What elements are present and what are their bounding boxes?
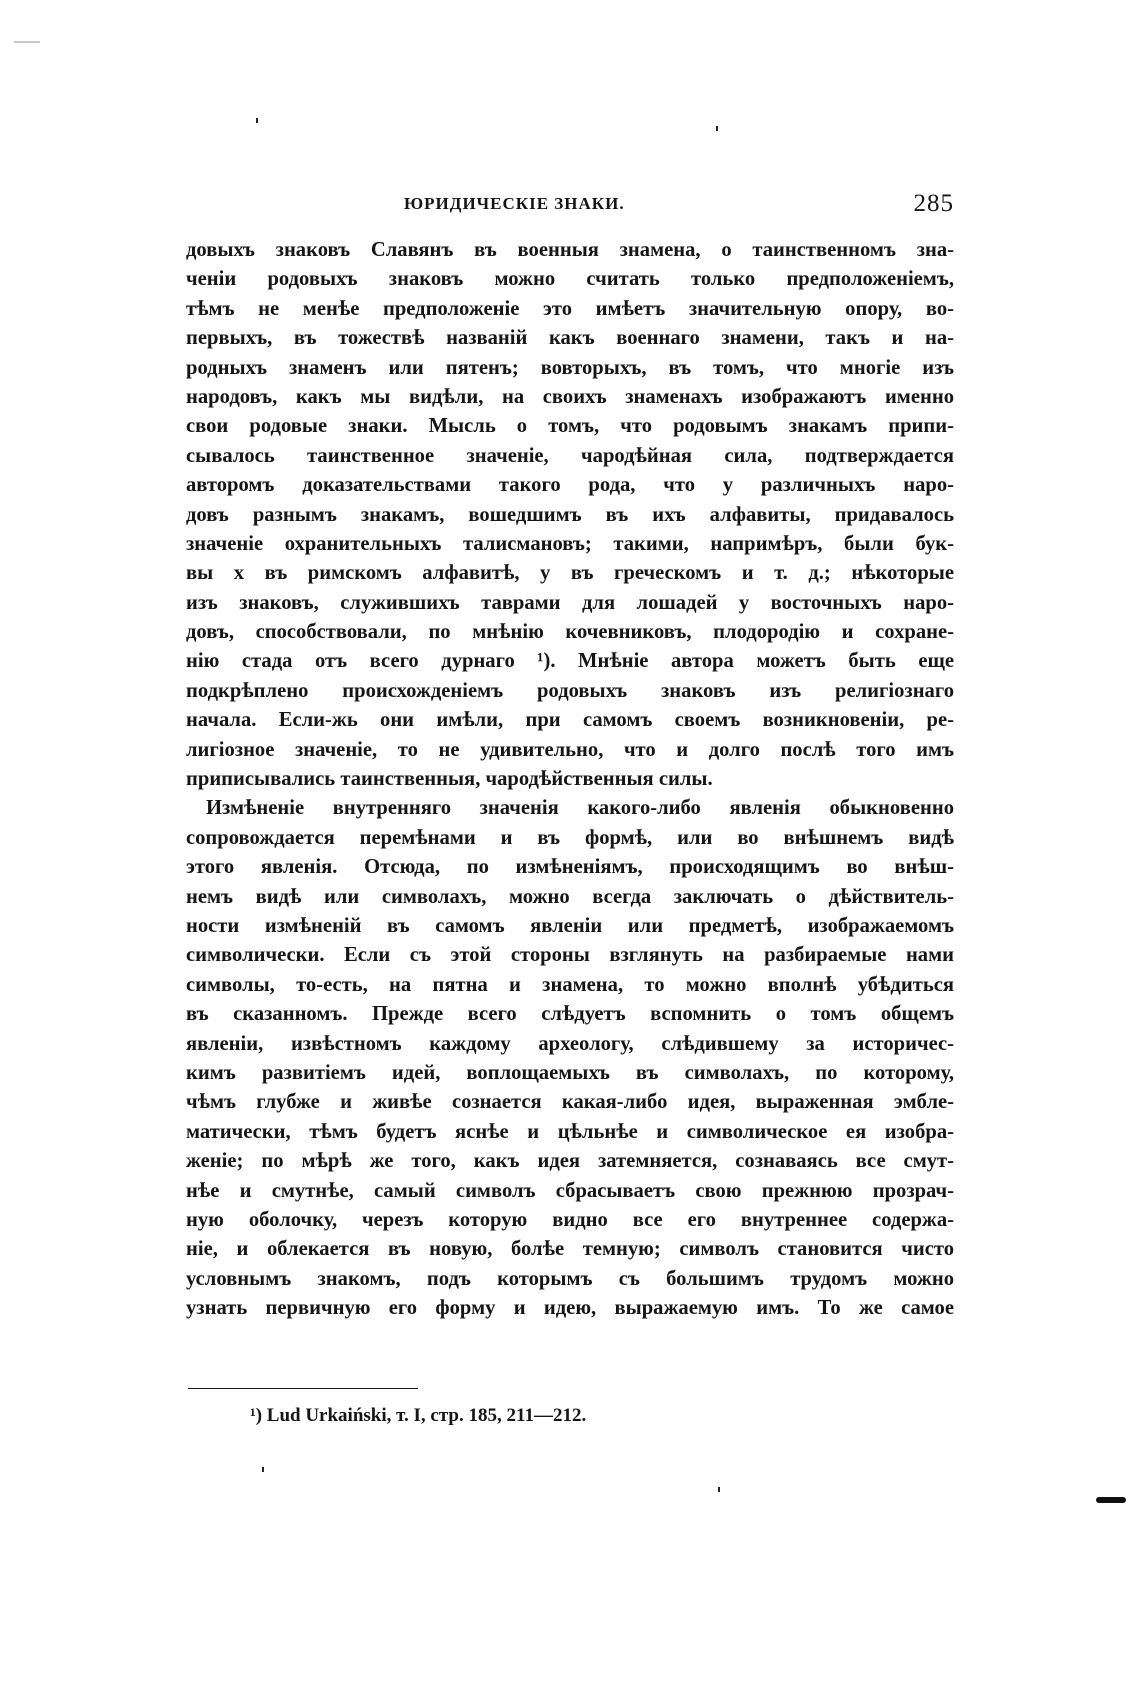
text-line: въ сказанномъ. Прежде всего слѣдуетъ вспомнить о томъ общемъ — [186, 1003, 954, 1026]
text-line: родныхъ знаменъ или пятенъ; вовторыхъ, въ томъ, что многіе изъ — [186, 356, 954, 379]
page-header — [186, 190, 954, 224]
scan-speck — [718, 1487, 720, 1492]
text-line: условнымъ знакомъ, подъ которымъ съ большимъ трудомъ можно — [186, 1267, 954, 1290]
scan-edge-mark-right — [1096, 1497, 1126, 1503]
scan-speck — [256, 118, 258, 123]
paragraph — [186, 794, 954, 1323]
text-line: приписывались таинственныя, чародѣйственныя силы. — [186, 768, 713, 791]
text-line: довъ, способствовали, по мнѣнію кочевниковъ, плодородію и сохране- — [186, 621, 954, 644]
text-line: нію стада отъ всего дурнаго ¹). Мнѣніе автора можетъ быть еще — [186, 650, 954, 673]
text-line: начала. Если-жь они имѣли, при самомъ своемъ возникновеніи, ре- — [186, 709, 954, 732]
text-line: довыхъ знаковъ Славянъ въ военныя знамена, о таинственномъ зна- — [186, 239, 954, 261]
text-line: вы x въ римскомъ алфавитѣ, y въ греческомъ и т. д.; нѣкоторые — [186, 562, 954, 585]
text-line: народовъ, какъ мы видѣли, на своихъ знаменахъ изображаютъ именно — [186, 385, 954, 408]
text-line: этого явленія. Отсюда, по измѣненіямъ, происходящимъ во внѣш- — [186, 856, 954, 879]
text-line: ніе, и облекается въ новую, болѣе темную; символъ становится чисто — [186, 1238, 954, 1261]
text-line: ченіи родовыхъ знаковъ можно считать только предположеніемъ, — [186, 268, 954, 291]
text-line: значеніе охранительныхъ талисмановъ; такими, напримѣръ, были бук- — [186, 532, 954, 555]
text-line: символически. Если съ этой стороны взглянуть на разбираемые нами — [186, 944, 954, 967]
footnote-rule — [188, 1388, 418, 1389]
text-line: нѣе и смутнѣе, самый символъ сбрасываетъ свою прежнюю прозрач- — [186, 1179, 954, 1202]
text-line: сопровождается перемѣнами и въ формѣ, или во внѣшнемъ видѣ — [186, 826, 954, 849]
text-line: символы, то-есть, на пятна и знамена, то можно вполнѣ убѣдиться — [186, 973, 954, 996]
text-line: Измѣненіе внутренняго значенія какого-либо явленія обыкновенно — [206, 797, 954, 820]
page-number: 285 — [913, 190, 954, 217]
text-line: ности измѣненій въ самомъ явленіи или предметѣ, изображаемомъ — [186, 914, 954, 937]
scan-speck — [716, 126, 718, 131]
text-line: сывалось таинственное значеніе, чародѣйная сила, подтверждается — [186, 444, 954, 467]
text-line: ную оболочку, черезъ которую видно все его внутреннее содержа- — [186, 1208, 954, 1231]
text-line: подкрѣплено происхожденіемъ родовыхъ знаковъ изъ религіознаго — [186, 679, 954, 702]
scan-speck — [262, 1467, 264, 1472]
scan-edge-mark — [14, 41, 40, 43]
text-line: чѣмъ глубже и живѣе сознается какая-либо идея, выраженная эмбле- — [186, 1091, 954, 1114]
text-line: узнать первичную его форму и идею, выражаемую имъ. То же самое — [186, 1297, 954, 1320]
text-line: немъ видѣ или символахъ, можно всегда заключать о дѣйствитель- — [186, 885, 954, 908]
text-line: довъ разнымъ знакамъ, вошедшимъ въ ихъ алфавиты, придавалось — [186, 503, 954, 526]
text-line: свои родовые знаки. Мысль о томъ, что родовымъ знакамъ припи- — [186, 415, 954, 438]
paragraph — [186, 236, 954, 794]
text-line: кимъ развитіемъ идей, воплощаемыхъ въ символахъ, по которому, — [186, 1061, 954, 1084]
text-line: авторомъ доказательствами такого рода, что у различныхъ наро- — [186, 474, 954, 497]
text-line: лигіозное значеніе, то не удивительно, что и долго послѣ того имъ — [186, 738, 954, 761]
text-line: первыхъ, въ тожествѣ названій какъ военнаго знамени, такъ и на- — [186, 327, 954, 350]
text-line: явленіи, извѣстномъ каждому археологу, слѣдившему за историчес- — [186, 1032, 954, 1055]
footnote: ¹) Lud Urkaiński, т. I, стр. 185, 211—212. — [250, 1405, 587, 1426]
text-line: тѣмъ не менѣе предположеніе это имѣетъ значительную опору, во- — [186, 297, 954, 320]
text-line: женіе; по мѣрѣ же того, какъ идея затемняется, сознаваясь все смут- — [186, 1150, 954, 1173]
body-text — [186, 236, 954, 1323]
running-title: ЮРИДИЧЕСКІЕ ЗНАКИ. — [404, 194, 625, 213]
text-line: изъ знаковъ, служившихъ таврами для лошадей у восточныхъ наро- — [186, 591, 954, 614]
text-line: матически, тѣмъ будетъ яснѣе и цѣльнѣе и символическое ея изобра- — [186, 1120, 954, 1143]
